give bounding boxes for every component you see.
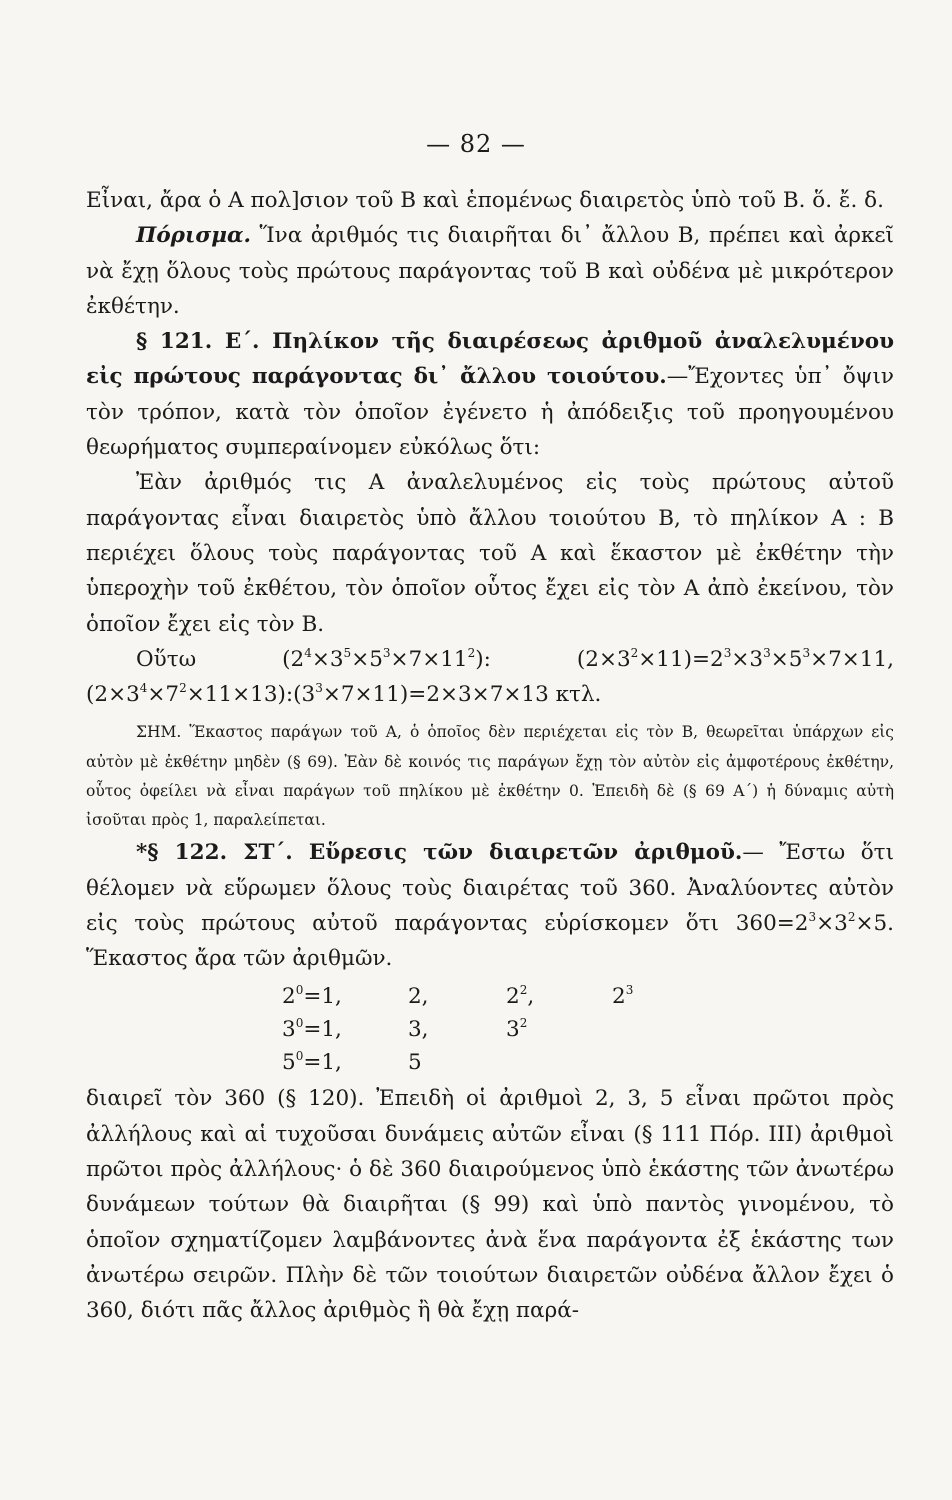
section-122 (86, 835, 894, 976)
page-number: — 82 — (426, 130, 526, 158)
example-kta: κτλ. (548, 682, 602, 708)
paragraph-example (86, 642, 894, 713)
paragraph-conclusion: Εἶναι, ἄρα ὁ Α πολ]σιον τοῦ Β καὶ ἑπομένως διαιρετὸς ὑπὸ τοῦ Β. ὅ. ἔ. δ. (86, 188, 884, 213)
formula-2: $(2\times 3^4\times 7^2\times 11\times 13):(3^3\times 7\times 11)=2\times 3\times 7\times 13$ (86, 681, 549, 708)
section-122-tail: Ἕκαστος ἄρα τῶν ἀριθμῶν. (86, 946, 393, 972)
porisma-text: Ἵνα ἀριθμός τις διαιρῆται δι᾽ ἄλλου Β, πρέπει καὶ ἀρκεῖ νὰ ἔχῃ ὅλους τοὺς πρώτους παράγοντας τοῦ Β καὶ οὐδένα μὲ μικρότερον ἐκθέτην. (86, 223, 894, 319)
section-121-text: —Ἔχοντες ὑπ᾽ ὄψιν τὸν τρόπον, κατὰ τὸν ὁποῖον ἐγένετο ἡ ἀπόδειξις τοῦ προηγουμένου θεωρήματος συμπεραίνομεν εὐκόλως ὅτι: (86, 364, 894, 461)
section-122-text: — Ἔστω ὅτι θέλομεν νὰ εὕρωμεν ὅλους τοὺς διαιρέτας τοῦ 360. Ἀναλύοντες αὐτὸν εἰς τοὺς πρώτους αὐτοῦ παράγοντας εὑρίσκομεν ὅτι (86, 840, 895, 936)
powers-row: $3^0=1$, 3, $3^2$ (282, 1016, 528, 1043)
powers-table (282, 980, 894, 1079)
example-intro: Οὕτω (136, 646, 283, 672)
powers-row: $5^0=1$, 5 (282, 1049, 422, 1076)
formula-1: $(2^4\times 3^5\times 5^3\times 7\times 11^2)$: $(2\times 3^2\times 11)=2^3\times 3^3\times 5^3\times 7\times 11$, (282, 645, 894, 672)
porisma-label: Πόρισμα. (136, 223, 251, 249)
page-body (86, 183, 894, 1329)
paragraph-final: διαιρεῖ τὸν 360 (§ 120). Ἐπειδὴ οἱ ἀριθμοὶ 2, 3, 5 εἶναι πρῶτοι πρὸς ἀλλήλους καὶ αἱ τυχοῦσαι δυνάμεις αὐτῶν εἶναι (§ 111 Πόρ. ΙΙΙ) ἀριθμοὶ πρῶτοι πρὸς ἀλλήλους· ὁ δὲ 360 διαιρούμενος ὑπὸ ἑκάστης τῶν ἀνωτέρω δυνάμεων τούτων θὰ διαιρῆται (§ 99) καὶ ὑπὸ παντὸς γινομένου, τὸ ὁποῖον σχηματίζομεν λαμβάνοντες ἀνὰ ἕνα παράγοντα ἐξ ἑκάστης των ἀνωτέρω σειρῶν. Πλὴν δὲ τῶν τοιούτων διαιρετῶν οὐδένα ἄλλον ἔχει ὁ 360, διότι πᾶς ἄλλος ἀριθμὸς ἢ θὰ ἔχῃ παρά- (86, 1086, 894, 1324)
formula-3: $360=2^3\times 3^2\times 5$. (735, 909, 894, 936)
powers-row: $2^0=1$, 2, $2^2$, $2^3$ (282, 983, 634, 1010)
note-label: ΣΗΜ. (136, 723, 182, 742)
paragraph-porisma (86, 218, 894, 324)
note-paragraph (86, 718, 894, 835)
paragraph-theorem: Ἐὰν ἀριθμός τις Α ἀναλελυμένος εἰς τοὺς πρώτους αὐτοῦ παράγοντας εἶναι διαιρετὸς ὑπὸ ἄλλου τοιούτου Β, τὸ πηλίκον Α : Β περιέχει ὅλους τοὺς παράγοντας τοῦ Α καὶ ἕκαστον μὲ ἐκθέτην τὴν ὑπεροχὴν τοῦ ἐκθέτου, τὸν ὁποῖον οὗτος ἔχει εἰς τὸν Α ἀπὸ ἐκείνου, τὸν ὁποῖον ἔχει εἰς τὸν Β. (86, 470, 894, 637)
section-122-heading: *§ 122. ΣΤ΄. Εὕρεσις τῶν διαιρετῶν ἀριθμοῦ. (136, 840, 743, 866)
note-text: Ἕκαστος παράγων τοῦ Α, ὁ ὁποῖος δὲν περιέχεται εἰς τὸν Β, θεωρεῖται ὑπάρχων εἰς αὐτὸν μὲ ἐκθέτην μηδὲν (§ 69). Ἐὰν δὲ κοινός τις παράγων ἔχῃ τὸν αὐτὸν εἰς ἀμφοτέρους ἐκθέτην, οὗτος ὀφείλει νὰ εἶναι παράγων τοῦ πηλίκου μὲ ἐκθέτην 0. Ἐπειδὴ δὲ (§ 69 Α΄) ἡ δύναμις αὐτὴ ἰσοῦται πρὸς 1, παραλείπεται. (86, 723, 894, 830)
section-121-heading: § 121. Ε΄. Πηλίκον τῆς διαιρέσεως ἀριθμοῦ ἀναλελυμένου εἰς πρώτους παράγοντας δι᾽ ἄλλου τοιούτου. (86, 329, 894, 390)
section-121 (86, 324, 894, 465)
